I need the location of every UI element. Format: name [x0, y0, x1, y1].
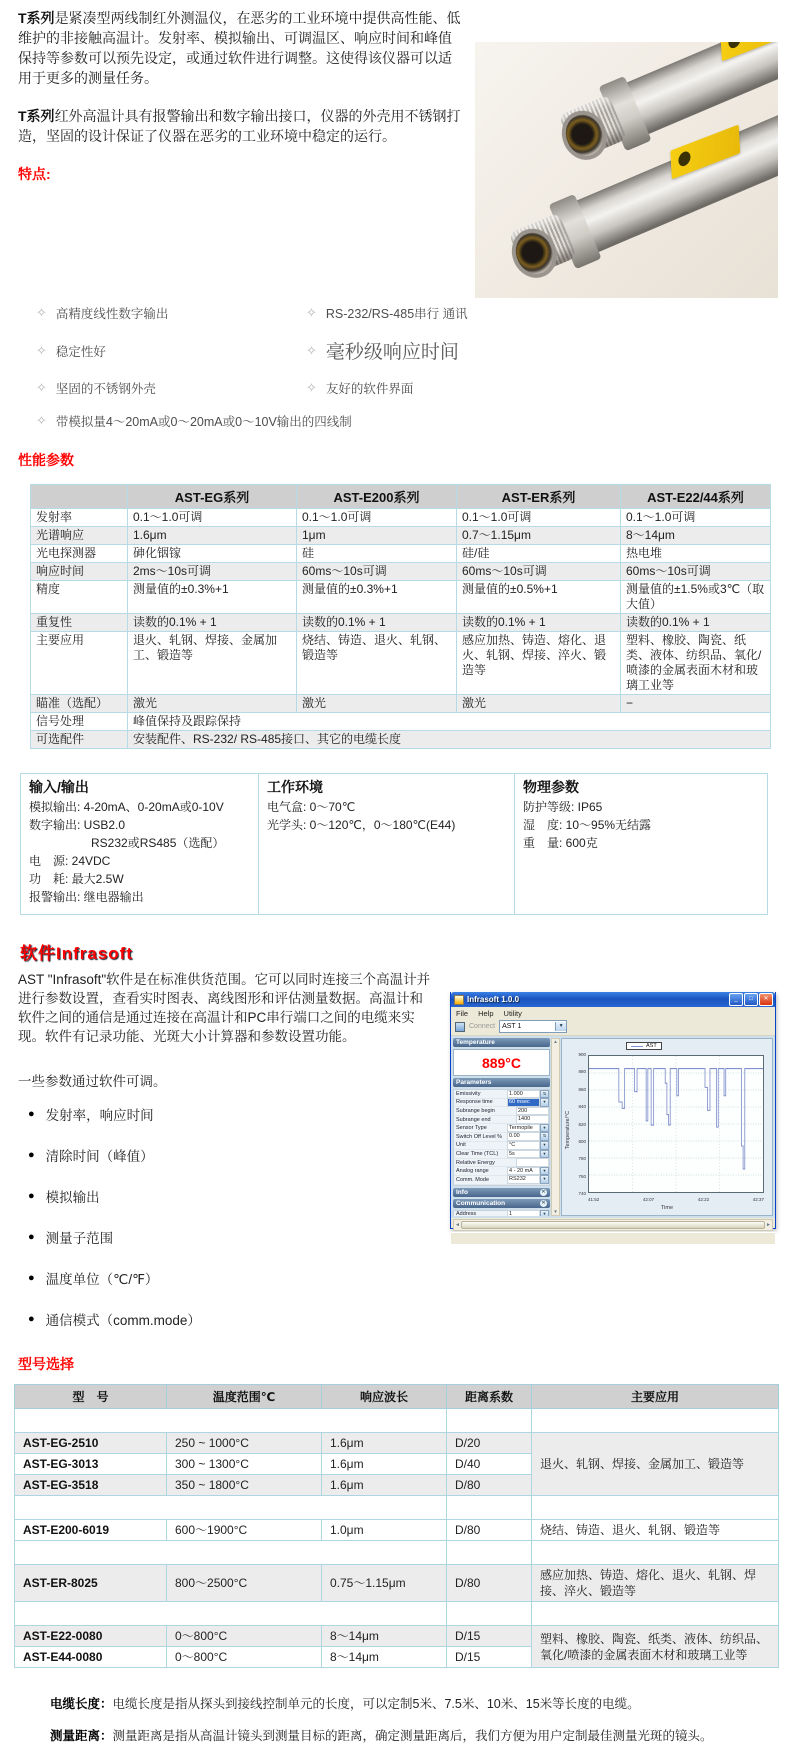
- x-tick: 42:37: [752, 1197, 764, 1202]
- menu-bar: [451, 1007, 775, 1019]
- y-tick: 820: [578, 1121, 586, 1127]
- table-row: [31, 695, 771, 713]
- column-header: 型 号: [15, 1385, 167, 1409]
- list-item: [28, 1186, 436, 1206]
- y-tick: 780: [578, 1156, 586, 1162]
- table-row: [31, 527, 771, 545]
- table-row: [15, 1565, 779, 1602]
- temperature-value: 889°C: [481, 1054, 522, 1071]
- table-cell: 烧结、铸造、退火、轧钢、锻造等: [297, 632, 457, 695]
- parameter-value[interactable]: 60 msec: [507, 1098, 540, 1107]
- feature-text: 坚固的不锈钢外壳: [55, 382, 156, 396]
- table-cell: 测量值的±0.5%+1: [457, 581, 621, 614]
- row-label: 可选配件: [31, 731, 128, 749]
- table-cell: 硅: [297, 545, 457, 563]
- sidebar-panel: [453, 1038, 550, 1216]
- note-text: 电缆长度是指从探头到接线控制单元的长度，可以定制5米、7.5米、10米、15米等长度的电缆。: [112, 1697, 640, 1711]
- table-cell: D/80: [447, 1475, 532, 1496]
- infrasoft-window: [450, 992, 776, 1229]
- table-cell: 300 ~ 1300°C: [167, 1454, 322, 1475]
- models-heading: 型号选择: [18, 1356, 74, 1372]
- y-tick: 860: [578, 1086, 586, 1092]
- temperature-line-chart: [589, 1056, 763, 1192]
- y-axis-title: Temperature/°C: [565, 1110, 571, 1150]
- parameter-name: Switch Off Level %: [456, 1133, 503, 1140]
- parameter-value[interactable]: 1: [507, 1210, 540, 1216]
- feature-item: [36, 337, 306, 364]
- spinner-icon[interactable]: ⇅: [540, 1132, 549, 1141]
- io-box: [20, 773, 259, 915]
- model-name: AST-EG-2510: [15, 1433, 167, 1454]
- parameter-name: Subrange end: [456, 1116, 491, 1123]
- table-cell: 塑料、橡胶、陶瓷、纸类、液体、纺织品、氧化/喷漆的金属表面木材和玻璃工业等: [621, 632, 771, 695]
- table-cell: 读数的0.1% + 1: [128, 614, 297, 632]
- menu-item-utility[interactable]: Utility: [503, 1009, 522, 1018]
- spec-boxes: [20, 773, 768, 915]
- table-cell: 0.1～1.0可调: [457, 509, 621, 527]
- bullet-icon: ●: [28, 1231, 35, 1243]
- list-item-text: 温度单位（℃/℉）: [45, 1272, 159, 1287]
- table-row: [15, 1520, 779, 1541]
- feature-item: [306, 379, 494, 397]
- parameter-value[interactable]: 1400: [516, 1115, 549, 1124]
- table-cell: 0.7～1.15μm: [457, 527, 621, 545]
- table-cell: D/15: [447, 1647, 532, 1668]
- table-header-row: [31, 485, 771, 509]
- physical-box: [515, 773, 768, 915]
- y-tick: 900: [578, 1052, 586, 1057]
- table-cell: 2ms～10s可调: [128, 563, 297, 581]
- row-label: 光电探测器: [31, 545, 128, 563]
- scrollbar-thumb[interactable]: [461, 1221, 765, 1229]
- device-select[interactable]: [499, 1020, 567, 1033]
- spacer-row: [15, 1541, 779, 1565]
- table-cell: 1μm: [297, 527, 457, 545]
- table-cell: 0～800°C: [167, 1626, 322, 1647]
- parameter-name: Comm. Mode: [456, 1176, 490, 1183]
- list-item-text: 测量子范围: [45, 1231, 114, 1246]
- applications-cell: 塑料、橡胶、陶瓷、纸类、液体、纺织品、氧化/喷漆的金属表面木材和玻璃工业等: [532, 1626, 779, 1668]
- feature-text: 高精度线性数字输出: [55, 307, 169, 321]
- spec-line: 光学头: 0～120℃，0～180℃(E44): [267, 818, 456, 832]
- table-row: [31, 713, 771, 731]
- table-cell: 1.6μm: [128, 527, 297, 545]
- table-row: [31, 731, 771, 749]
- chart-area: [561, 1038, 773, 1216]
- table-cell: 1.6μm: [322, 1475, 447, 1496]
- parameter-value[interactable]: RS232: [507, 1175, 540, 1184]
- model-name: AST-EG-3013: [15, 1454, 167, 1475]
- diamond-bullet-icon: ✧: [306, 305, 317, 320]
- table-cell: 峰值保持及跟踪保持: [128, 713, 771, 731]
- y-axis-ticks: [575, 1052, 586, 1196]
- row-label: 瞄准（选配）: [31, 695, 128, 713]
- table-row: [31, 614, 771, 632]
- model-name: AST-E44-0080: [15, 1647, 167, 1668]
- column-header: AST-ER系列: [457, 485, 621, 509]
- parameter-value[interactable]: °C: [507, 1141, 540, 1150]
- bullet-icon: ●: [28, 1149, 35, 1161]
- y-tick: 840: [578, 1104, 586, 1110]
- note-text: 测量距离是指从高温计镜头到测量目标的距离，确定测量距离后，我们方便为用户定制最佳测量光斑的镜头。: [112, 1729, 713, 1743]
- diamond-bullet-icon: ✧: [306, 342, 317, 358]
- table-cell: D/20: [447, 1433, 532, 1454]
- feature-item: [36, 379, 306, 397]
- parameter-name: Unit: [456, 1142, 466, 1149]
- spinner-icon[interactable]: ⇅: [540, 1090, 549, 1099]
- table-cell: D/40: [447, 1454, 532, 1475]
- row-label: 精度: [31, 581, 128, 614]
- table-cell: 60ms～10s可调: [621, 563, 771, 581]
- table-cell: 1.0μm: [322, 1520, 447, 1541]
- table-cell: 1.6μm: [322, 1454, 447, 1475]
- features-list: [36, 304, 494, 430]
- spec-line: 报警输出: 继电器输出: [29, 890, 144, 904]
- section-title: Info: [456, 1188, 468, 1196]
- communication-section-header: [453, 1199, 550, 1208]
- table-cell: 热电堆: [621, 545, 771, 563]
- table-cell: D/80: [447, 1565, 532, 1602]
- model-name: AST-EG-3518: [15, 1475, 167, 1496]
- x-axis-ticks: [588, 1197, 764, 1202]
- feature-text: 毫秒级响应时间: [325, 342, 459, 363]
- note-label: 电缆长度：: [50, 1697, 113, 1711]
- series-name: T系列: [18, 10, 55, 26]
- row-label: 主要应用: [31, 632, 128, 695]
- diamond-bullet-icon: ✧: [306, 380, 317, 395]
- list-item: [28, 1227, 436, 1247]
- toolbar: [451, 1019, 775, 1036]
- table-cell: 测量值的±1.5%或3℃（取大值）: [621, 581, 771, 614]
- table-cell: 测量值的±0.3%+1: [128, 581, 297, 614]
- parameter-value[interactable]: 5s: [507, 1150, 540, 1159]
- y-tick: 740: [578, 1191, 586, 1196]
- spacer-row: [15, 1409, 779, 1433]
- table-row: [31, 632, 771, 695]
- software-heading: 软件Infrasoft: [20, 944, 133, 963]
- spec-line: 重 量: 600克: [523, 836, 598, 850]
- chevron-down-icon[interactable]: ▼: [540, 1141, 549, 1150]
- table-cell: 退火、轧钢、焊接、金属加工、锻造等: [128, 632, 297, 695]
- chevron-down-icon[interactable]: ▼: [540, 1210, 549, 1216]
- connect-label: Connect: [469, 1023, 496, 1030]
- parameter-name: Emissivity: [456, 1090, 481, 1097]
- y-tick: 760: [578, 1173, 586, 1179]
- list-item: [28, 1268, 778, 1288]
- row-label: 发射率: [31, 509, 128, 527]
- parameters-section-header: [453, 1078, 550, 1087]
- scroll-left-icon[interactable]: ◄: [455, 1222, 460, 1228]
- temperature-plot: [588, 1055, 764, 1193]
- x-tick: 42:07: [642, 1197, 655, 1202]
- table-cell: 60ms～10s可调: [457, 563, 621, 581]
- device-select-value: AST 1: [502, 1023, 522, 1030]
- table-cell: 激光: [128, 695, 297, 713]
- app-icon: [454, 995, 464, 1005]
- chevron-down-icon[interactable]: ▼: [540, 1150, 549, 1159]
- bullet-icon: ●: [28, 1108, 35, 1120]
- product-photo: [475, 42, 778, 298]
- table-cell: 60ms～10s可调: [297, 563, 457, 581]
- table-cell: D/80: [447, 1520, 532, 1541]
- spacer-row: [15, 1602, 779, 1626]
- menu-item-file[interactable]: File: [456, 1009, 469, 1018]
- table-cell: 安装配件、RS-232/ RS-485接口、其它的电缆长度: [128, 731, 771, 749]
- table-row: [31, 509, 771, 527]
- column-header: 响应波长: [322, 1385, 447, 1409]
- table-cell: 读数的0.1% + 1: [621, 614, 771, 632]
- column-header: AST-E22/44系列: [621, 485, 771, 509]
- spec-line: 数字输出: USB2.0: [29, 818, 126, 832]
- vertical-scrollbar[interactable]: [551, 1038, 560, 1216]
- section-title: Parameters: [456, 1079, 492, 1086]
- table-cell: 8～14μm: [322, 1626, 447, 1647]
- table-cell: 感应加热、铸造、熔化、退火、轧钢、焊接、淬火、锻造等: [457, 632, 621, 695]
- parameter-name: Subrange begin: [456, 1107, 495, 1114]
- table-cell: 0.1～1.0可调: [297, 509, 457, 527]
- list-item: [28, 1104, 436, 1124]
- list-item-text: 模拟输出: [45, 1190, 100, 1205]
- table-cell: D/15: [447, 1626, 532, 1647]
- feature-text: 友好的软件界面: [325, 382, 414, 396]
- row-label: 光谱响应: [31, 527, 128, 545]
- parameter-value[interactable]: 4 - 20 mA: [507, 1167, 540, 1176]
- row-label: 响应时间: [31, 563, 128, 581]
- list-item-text: 发射率，响应时间: [45, 1108, 154, 1123]
- y-tick: 800: [578, 1138, 586, 1144]
- parameter-value[interactable]: 1.000: [507, 1090, 540, 1099]
- list-item-text: 通信模式（comm.mode）: [45, 1313, 201, 1328]
- applications-cell: 退火、轧钢、焊接、金属加工、锻造等: [532, 1433, 779, 1496]
- table-cell: 读数的0.1% + 1: [457, 614, 621, 632]
- table-row: [31, 581, 771, 614]
- spec-line: 模拟输出: 4-20mA、0-20mA或0-10V: [29, 800, 224, 814]
- feature-item: [36, 304, 306, 322]
- parameter-row: [454, 1211, 549, 1216]
- model-selection-table: [14, 1384, 779, 1668]
- communication-table: [453, 1210, 550, 1216]
- environment-box: [259, 773, 515, 915]
- table-cell: 0～800°C: [167, 1647, 322, 1668]
- table-row: [31, 563, 771, 581]
- feature-text: 稳定性好: [55, 344, 106, 359]
- chevron-down-icon[interactable]: ▼: [540, 1167, 549, 1176]
- column-header: 温度范围℃: [167, 1385, 322, 1409]
- scroll-right-icon[interactable]: ►: [766, 1222, 771, 1228]
- window-titlebar[interactable]: [451, 992, 775, 1007]
- measure-distance-note: [50, 1728, 778, 1745]
- temperature-display: [453, 1049, 550, 1076]
- collapse-icon[interactable]: ✕: [541, 1188, 546, 1195]
- software-description: AST "Infrasoft"软件是在标准供货范围。它可以同时连接三个高温计并进行参数设置，查看实时图表、离线图形和评估测量数据。高温计和软件之间的通信是通过连接在高温计和PC串行端口之间的电缆来实现。软件有记录功能、光斑大小计算器和参数设置功能。: [18, 972, 431, 1044]
- parameter-value[interactable]: Termopile: [507, 1124, 540, 1133]
- list-item-text: 清除时间（峰值）: [45, 1149, 154, 1164]
- intro-text-2: 红外高温计具有报警输出和数字输出接口，仪器的外壳用不锈钢打造，坚固的设计保证了仪器在恶劣的工业环境中稳定的运行。: [18, 108, 461, 144]
- intro-section: [14, 8, 778, 436]
- horizontal-scrollbar[interactable]: [453, 1219, 773, 1231]
- table-cell: 砷化铟镓: [128, 545, 297, 563]
- feature-item: [306, 337, 494, 364]
- collapse-icon[interactable]: ✕: [541, 1199, 546, 1206]
- applications-cell: 烧结、铸造、退火、轧钢、锻造等: [532, 1520, 779, 1541]
- applications-cell: 感应加热、铸造、熔化、退火、轧钢、焊接、淬火、锻造等: [532, 1565, 779, 1602]
- legend-label: AST: [646, 1043, 657, 1049]
- window-title: Infrasoft 1.0.0: [467, 995, 520, 1004]
- spacer-row: [15, 1496, 779, 1520]
- software-section: [18, 970, 778, 1350]
- table-cell: 测量值的±0.3%+1: [297, 581, 457, 614]
- table-row: [31, 545, 771, 563]
- performance-table: [30, 484, 771, 749]
- table-cell: 激光: [297, 695, 457, 713]
- window-body: [451, 1036, 775, 1218]
- table-cell: 0.1～1.0可调: [621, 509, 771, 527]
- chevron-down-icon[interactable]: ▼: [555, 1022, 566, 1031]
- software-note: 一些参数通过软件可调。: [18, 1074, 167, 1089]
- bullet-icon: ●: [28, 1313, 35, 1325]
- table-cell: 250 ~ 1000°C: [167, 1433, 322, 1454]
- box-title: 物理参数: [523, 779, 579, 795]
- table-cell: 8～14μm: [322, 1647, 447, 1668]
- row-label: 重复性: [31, 614, 128, 632]
- maximize-button[interactable]: □: [744, 993, 758, 1006]
- parameter-row: [454, 1176, 549, 1185]
- table-cell: 激光: [457, 695, 621, 713]
- feature-item: [306, 304, 494, 322]
- chart-legend: [626, 1042, 662, 1050]
- diamond-bullet-icon: ✧: [36, 380, 47, 395]
- table-cell: 读数的0.1% + 1: [297, 614, 457, 632]
- column-header: AST-E200系列: [297, 485, 457, 509]
- temperature-section-header: [453, 1038, 550, 1047]
- spec-line: 电气盒: 0～70℃: [267, 800, 356, 814]
- y-tick: 880: [578, 1069, 586, 1075]
- diamond-bullet-icon: ✧: [36, 342, 47, 358]
- box-title: 输入/输出: [29, 779, 89, 795]
- info-section-header: [453, 1188, 550, 1197]
- spec-line: RS232或RS485（选配）: [91, 836, 225, 850]
- table-cell: 600～1900°C: [167, 1520, 322, 1541]
- x-tick: 42:22: [697, 1197, 710, 1202]
- table-cell: 硅/硅: [457, 545, 621, 563]
- parameter-name: Analog range: [456, 1168, 489, 1175]
- column-header: [31, 485, 128, 509]
- parameter-value[interactable]: 0.00: [507, 1132, 540, 1141]
- table-row: [15, 1626, 779, 1647]
- parameter-name: Relative Energy: [456, 1159, 495, 1166]
- table-cell: 800～2500°C: [167, 1565, 322, 1602]
- table-cell: 350 ~ 1800°C: [167, 1475, 322, 1496]
- cable-length-note: [50, 1696, 778, 1713]
- performance-heading: 性能参数: [18, 452, 74, 468]
- note-label: 测量距离：: [50, 1729, 113, 1743]
- row-label: 信号处理: [31, 713, 128, 731]
- bullet-icon: ●: [28, 1272, 35, 1284]
- parameter-value[interactable]: 200: [516, 1107, 549, 1116]
- legend-line-icon: [631, 1046, 643, 1047]
- parameter-name: Sensor Type: [456, 1125, 487, 1132]
- column-header: AST-EG系列: [128, 485, 297, 509]
- diamond-bullet-icon: ✧: [36, 305, 47, 320]
- parameter-name: Clear Time (TCL): [456, 1150, 499, 1157]
- scroll-down-icon[interactable]: ▼: [553, 1209, 558, 1214]
- column-header: 主要应用: [532, 1385, 779, 1409]
- chevron-down-icon[interactable]: ▼: [540, 1175, 549, 1184]
- parameter-name: Address: [456, 1211, 477, 1216]
- diamond-bullet-icon: ✧: [36, 413, 47, 428]
- parameter-value[interactable]: [516, 1158, 549, 1167]
- spec-line: 电 源: 24VDC: [29, 854, 111, 868]
- feature-text: RS-232/RS-485串行 通讯: [325, 307, 468, 321]
- table-cell: −: [621, 695, 771, 713]
- model-name: AST-E22-0080: [15, 1626, 167, 1647]
- chevron-down-icon[interactable]: ▼: [540, 1124, 549, 1133]
- box-title: 工作环境: [267, 779, 323, 795]
- x-tick: 41:52: [588, 1197, 600, 1202]
- parameter-name: Response time: [456, 1099, 493, 1106]
- table-cell: 1.6μm: [322, 1433, 447, 1454]
- series-name: T系列: [18, 108, 55, 124]
- x-axis-title: Time: [660, 1205, 674, 1211]
- table-cell: 0.75～1.15μm: [322, 1565, 447, 1602]
- section-title: Temperature: [456, 1039, 495, 1046]
- spec-line: 湿 度: 10～95%无结露: [523, 818, 652, 832]
- features-heading: 特点:: [18, 166, 51, 182]
- parameters-table: [453, 1089, 550, 1186]
- section-title: Communication: [456, 1199, 506, 1207]
- table-row: [15, 1433, 779, 1454]
- scroll-up-icon[interactable]: ▲: [553, 1039, 558, 1044]
- intro-text-1: 是紧凑型两线制红外测温仪，在恶劣的工业环境中提供高性能、低维护的非接触高温计。发射率、模拟输出、可调温区、响应时间和峰值保持等参数可以预先设定，或通过软件进行调整。这使得该仪器可以适用于更多的测量任务。: [18, 10, 461, 86]
- list-item: [28, 1145, 436, 1165]
- spec-line: 功 耗: 最大2.5W: [29, 872, 124, 886]
- spec-line: 防护等级: IP65: [523, 800, 603, 814]
- column-header: 距离系数: [447, 1385, 532, 1409]
- table-cell: 0.1～1.0可调: [128, 509, 297, 527]
- close-button[interactable]: ✕: [759, 993, 773, 1006]
- chevron-down-icon[interactable]: ▼: [540, 1098, 549, 1107]
- menu-item-help[interactable]: Help: [478, 1009, 494, 1018]
- model-name: AST-ER-8025: [15, 1565, 167, 1602]
- feature-text: 带模拟量4〜20mA或0〜20mA或0〜10V输出的四线制: [55, 415, 352, 429]
- feature-item: [36, 412, 494, 430]
- table-cell: 8～14μm: [621, 527, 771, 545]
- model-name: AST-E200-6019: [15, 1520, 167, 1541]
- list-item: [28, 1309, 778, 1329]
- connect-icon[interactable]: [455, 1022, 465, 1032]
- minimize-button[interactable]: _: [729, 993, 743, 1006]
- status-bar: [451, 1232, 775, 1244]
- bullet-icon: ●: [28, 1190, 35, 1202]
- table-header-row: [15, 1385, 779, 1409]
